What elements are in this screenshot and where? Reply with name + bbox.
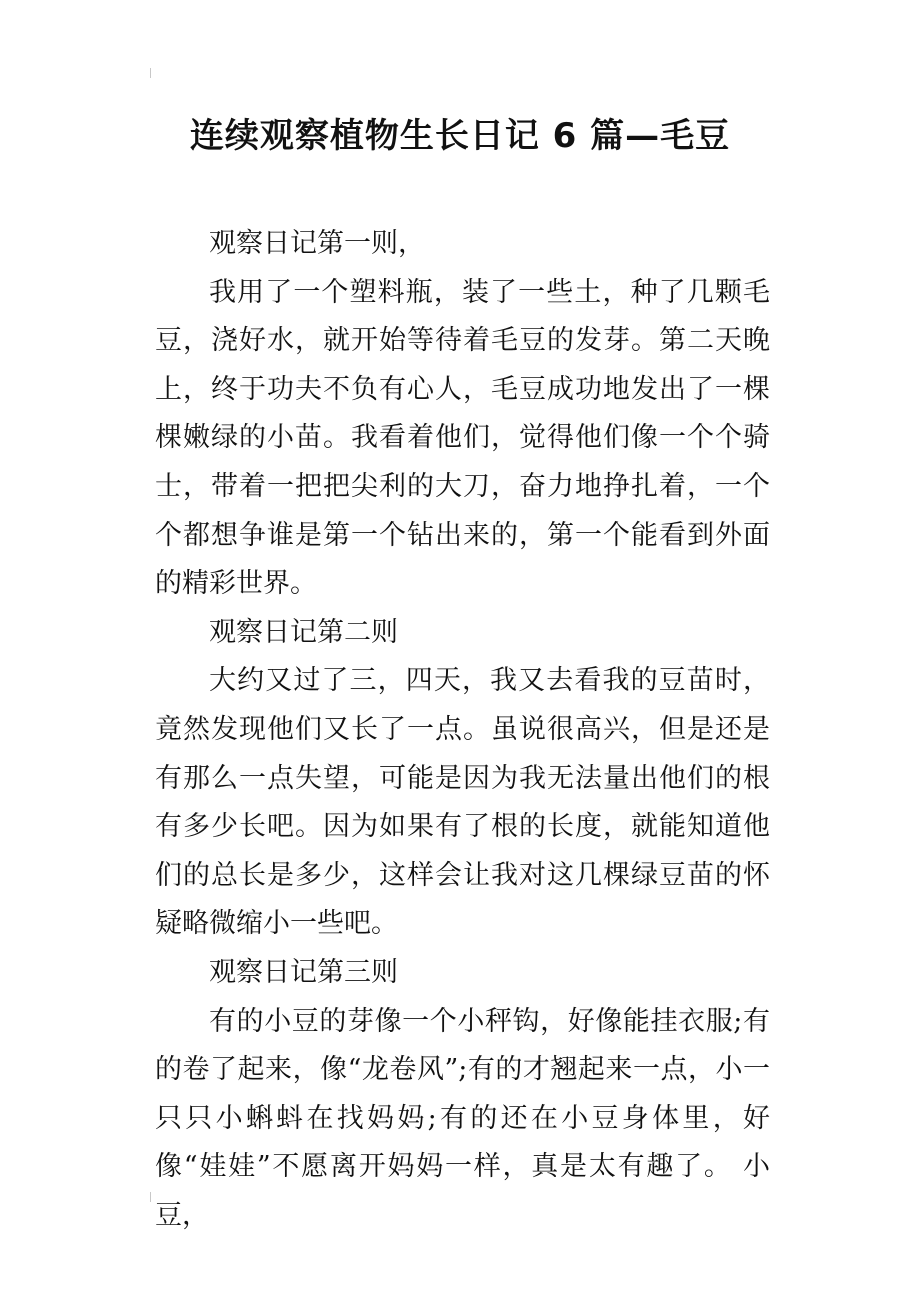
section-paragraph: 有的小豆的芽像一个小秤钩，好像能挂衣服;有的卷了起来，像“龙卷风”;有的才翘起来一点，小一只只小蝌蚪在找妈妈;有的还在小豆身体里，好像“娃娃”不愿离开妈妈一样，真是太有趣了。 小豆， <box>155 1005 770 1231</box>
section-heading: 观察日记第一则， <box>209 228 425 259</box>
section-paragraph: 大约又过了三，四天，我又去看我的豆苗时，竟然发现他们又长了一点。虽说很高兴，但是还是有那么一点失望，可能是因为我无法量出他们的根有多少长吧。因为如果有了根的长度，就能知道他们的总长是多少，这样会让我对这几棵绿豆苗的怀疑略微缩小一些吧。 <box>155 665 770 940</box>
document-body <box>155 220 770 1240</box>
section-heading: 观察日记第二则 <box>209 616 398 648</box>
section-heading: 观察日记第三则 <box>209 956 398 988</box>
document-title: 连续观察植物生长日记 6 篇—毛豆 <box>189 116 731 156</box>
corner-crop-mark <box>150 68 155 78</box>
section-paragraph: 我用了一个塑料瓶，装了一些土，种了几颗毛豆，浇好水，就开始等待着毛豆的发芽。第二天晚上，终于功夫不负有心人，毛豆成功地发出了一棵棵嫩绿的小苗。我看着他们，觉得他们像一个个骑士，带着一把把尖利的大刀，奋力地挣扎着，一个个都想争谁是第一个钻出来的，第一个能看到外面的精彩世界。 <box>155 276 770 600</box>
